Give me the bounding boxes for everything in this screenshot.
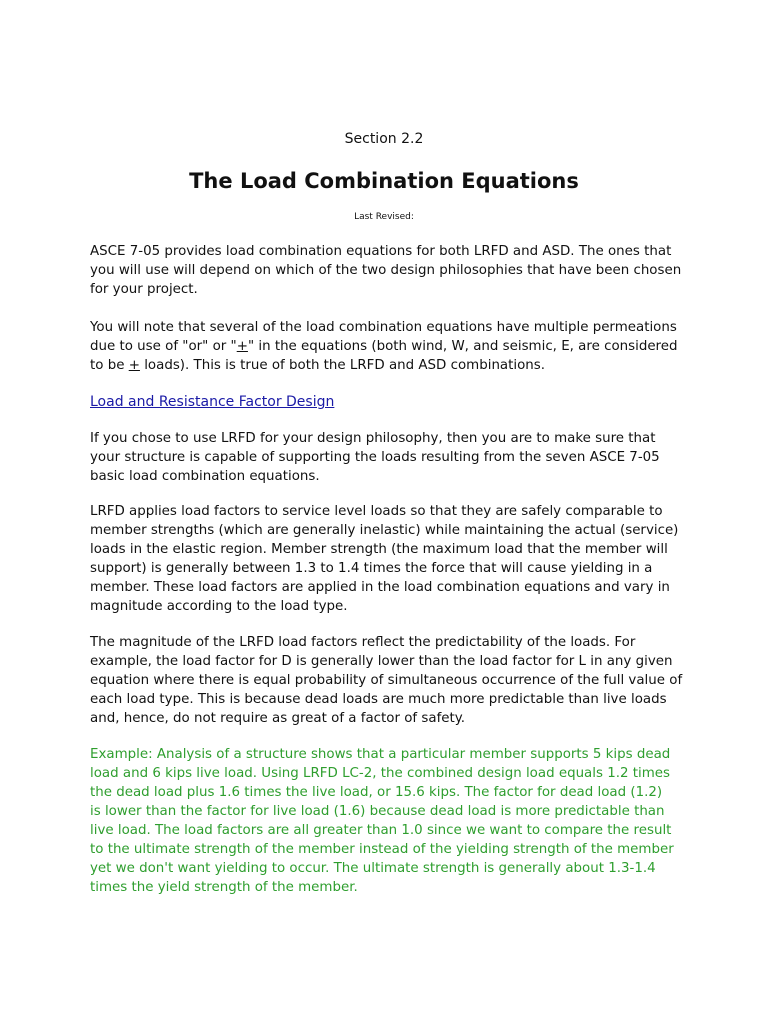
intro-paragraph: ASCE 7-05 provides load combination equations for both LRFD and ASD. The ones that you will use will depend on which of the two design philosophies that have been chosen for your project. (90, 244, 682, 297)
lrfd-intro-paragraph: If you chose to use LRFD for your design philosophy, then you are to make sure that your structure is capable of supporting the loads resulting from the seven ASCE 7-05 basic load combination equations. (90, 431, 660, 484)
lrfd-factors-paragraph: LRFD applies load factors to service level loads so that they are safely comparable to member strengths (which are generally inelastic) while maintaining the actual (service) loads in the elastic region. Member strength (the maximum load that the member will support) is generally between 1.3 to 1.4 times the force that will cause yielding in a member. These load factors are applied in the load combination equations and vary in magnitude according to the load type. (90, 504, 679, 614)
last-revised-label: Last Revised: (354, 212, 414, 222)
permeations-text-c: loads). This is true of both the LRFD and ASD combinations. (139, 358, 546, 373)
lrfd-section-link[interactable]: Load and Resistance Factor Design (90, 394, 335, 410)
permeations-paragraph (90, 318, 690, 375)
lrfd-magnitude-paragraph: The magnitude of the LRFD load factors reflect the predictability of the loads. For example, the load factor for D is generally lower than the load factor for L in any given equation where there is equal probability of simultaneous occurrence of the full value of each load type. This is because dead loads are much more predictable than live loads and, hence, do not require as great of a factor of safety. (90, 635, 683, 726)
example-paragraph: Example: Analysis of a structure shows that a particular member supports 5 kips dead load and 6 kips live load. Using LRFD LC-2, the combined design load equals 1.2 times the dead load plus 1.6 times the live load, or 15.6 kips. The factor for dead load (1.2) is lower than the factor for live load (1.6) because dead load is more predictable than live load. The load factors are all greater than 1.0 since we want to compare the result to the ultimate strength of the member instead of the yielding strength of the member yet we don't want yielding to occur. The ultimate strength is generally about 1.3-1.4 times the yield strength of the member. (90, 747, 674, 895)
permeations-text-b: " in the equations (both wind, W, and seismic, E, are considered to be (90, 339, 678, 373)
page-title: The Load Combination Equations (189, 169, 579, 193)
section-label: Section 2.2 (344, 131, 424, 147)
plus-minus-symbol: + (236, 339, 248, 354)
plus-minus-symbol: + (128, 358, 140, 373)
permeations-text-a: You will note that several of the load combination equations have multiple permeations due to use of "or" or " (90, 320, 677, 354)
